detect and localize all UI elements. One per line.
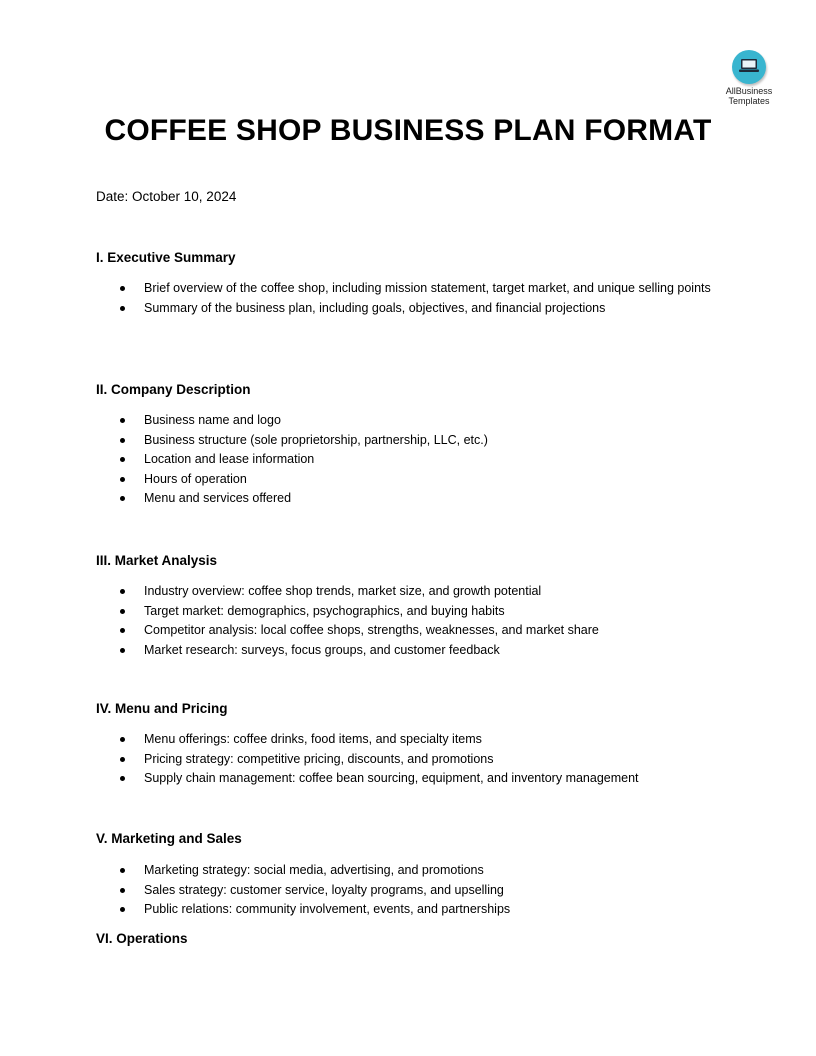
list-item: Location and lease information bbox=[144, 450, 734, 470]
logo-text-line2: Templates bbox=[728, 96, 770, 106]
list-item: Brief overview of the coffee shop, including mission statement, target market, and unique selling points bbox=[144, 279, 734, 299]
menu-and-pricing-list bbox=[144, 730, 734, 789]
list-item: Hours of operation bbox=[144, 470, 734, 490]
section-heading-executive-summary: I. Executive Summary bbox=[96, 250, 236, 265]
list-item: Marketing strategy: social media, advertising, and promotions bbox=[144, 861, 734, 881]
list-item: Market research: surveys, focus groups, and customer feedback bbox=[144, 641, 734, 661]
document-title: COFFEE SHOP BUSINESS PLAN FORMAT bbox=[104, 114, 712, 147]
list-item: Business name and logo bbox=[144, 411, 734, 431]
marketing-and-sales-list bbox=[144, 861, 734, 920]
list-item: Sales strategy: customer service, loyalty programs, and upselling bbox=[144, 881, 734, 901]
list-item: Industry overview: coffee shop trends, market size, and growth potential bbox=[144, 582, 734, 602]
list-item: Competitor analysis: local coffee shops, strengths, weaknesses, and market share bbox=[144, 621, 734, 641]
logo-badge bbox=[732, 50, 766, 84]
section-heading-marketing-and-sales: V. Marketing and Sales bbox=[96, 831, 242, 846]
list-item: Menu offerings: coffee drinks, food items, and specialty items bbox=[144, 730, 734, 750]
list-item: Summary of the business plan, including goals, objectives, and financial projections bbox=[144, 299, 734, 319]
list-item: Pricing strategy: competitive pricing, discounts, and promotions bbox=[144, 750, 734, 770]
laptop-icon bbox=[738, 58, 760, 74]
market-analysis-list bbox=[144, 582, 734, 660]
document-date: Date: October 10, 2024 bbox=[96, 189, 237, 204]
list-item: Target market: demographics, psychographics, and buying habits bbox=[144, 602, 734, 622]
section-heading-market-analysis: III. Market Analysis bbox=[96, 553, 218, 568]
list-item: Public relations: community involvement, events, and partnerships bbox=[144, 900, 734, 920]
section-heading-operations: VI. Operations bbox=[96, 931, 188, 946]
list-item: Business structure (sole proprietorship, partnership, LLC, etc.) bbox=[144, 431, 734, 451]
list-item: Menu and services offered bbox=[144, 489, 734, 509]
allbusiness-templates-logo bbox=[716, 50, 782, 106]
executive-summary-list bbox=[144, 279, 734, 318]
section-heading-company-description: II. Company Description bbox=[96, 382, 251, 397]
list-item: Supply chain management: coffee bean sourcing, equipment, and inventory management bbox=[144, 769, 734, 789]
logo-text-line1: AllBusiness bbox=[725, 86, 773, 96]
company-description-list bbox=[144, 411, 734, 509]
section-heading-menu-and-pricing: IV. Menu and Pricing bbox=[96, 701, 228, 716]
